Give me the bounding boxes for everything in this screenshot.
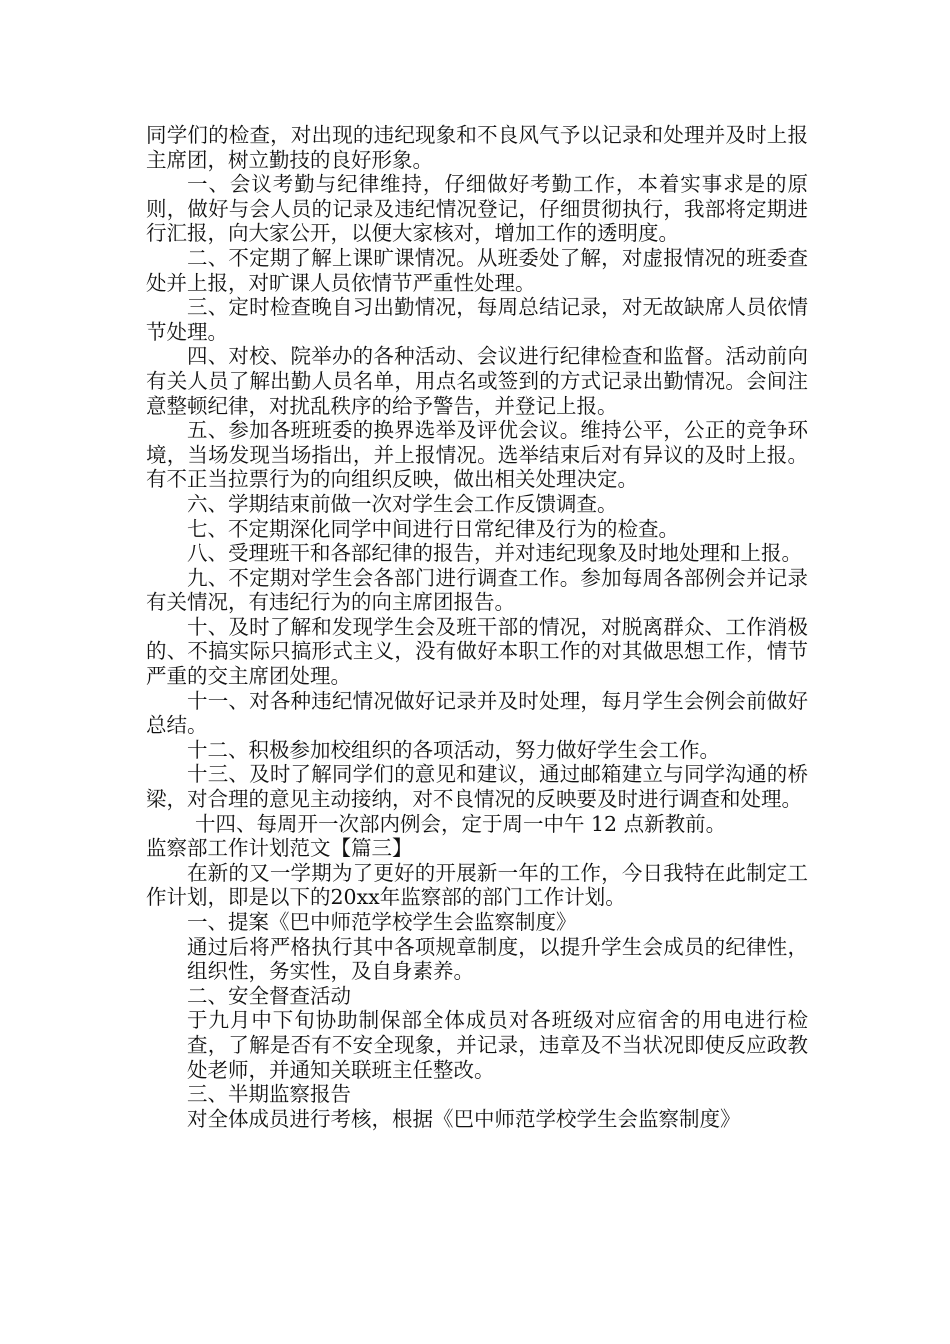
- plan-heading-1: 一、提案《巴中师范学校学生会监察制度》: [187, 910, 577, 934]
- section-heading: 监察部工作计划范文【篇三】: [146, 836, 413, 861]
- paragraph-item-10: 十、及时了解和发现学生会及班干部的情况，对脱离群众、工作消极的、不搞实际只搞形式主义，没有做好本职工作的对其做思想工作，情节严重的交主席团处理。: [146, 614, 808, 689]
- plan-text-1: 通过后将严格执行其中各项规章制度，以提升学生会成员的纪律性，组织性，务实性，及自身素养。: [187, 934, 808, 984]
- paragraph-item-8: 八、受理班干和各部纪律的报告，并对违纪现象及时地处理和上报。: [187, 541, 802, 566]
- paragraph-item-1: 一、会议考勤与纪律维持，仔细做好考勤工作，本着实事求是的原则，做好与会人员的记录及违纪情况登记，仔细贯彻执行，我部将定期进行汇报，向大家公开，以便大家核对，增加工作的透明度。: [146, 172, 808, 246]
- paragraph-item-2: 二、不定期了解上课旷课情况。从班委处了解，对虚报情况的班委查处并上报，对旷课人员依情节严重性处理。: [146, 245, 808, 295]
- paragraph-item-3: 三、定时检查晚自习出勤情况，每周总结记录，对无故缺席人员依情节处理。: [146, 295, 808, 344]
- paragraph-item-6: 六、学期结束前做一次对学生会工作反馈调查。: [187, 491, 618, 516]
- document-body: [146, 123, 808, 1131]
- paragraph-item-9: 九、不定期对学生会各部门进行调查工作。参加每周各部例会并记录有关情况，有违纪行为的向主席团报告。: [146, 565, 808, 615]
- paragraph-item-11: 十一、对各种违纪情况做好记录并及时处理，每月学生会例会前做好总结。: [146, 688, 808, 738]
- plan-heading-2: 二、安全督查活动: [187, 983, 351, 1008]
- paragraph-intro: 在新的又一学期为了更好的开展新一年的工作，今日我特在此制定工作计划，即是以下的20xx年监察部的部门工作计划。: [146, 860, 808, 910]
- paragraph-item-13: 十三、及时了解同学们的意见和建议，通过邮箱建立与同学沟通的桥梁，对合理的意见主动接纳，对不良情况的反映要及时进行调查和处理。: [146, 762, 808, 812]
- paragraph-item-7: 七、不定期深化同学中间进行日常纪律及行为的检查。: [187, 516, 679, 541]
- paragraph-item-12: 十二、积极参加校组织的各项活动，努力做好学生会工作。: [187, 737, 720, 762]
- paragraph-item-14: 十四、每周开一次部内例会，定于周一中午 12 点新教前。: [195, 811, 727, 836]
- paragraph-continuation: 同学们的检查，对出现的违纪现象和不良风气予以记录和处理并及时上报主席团，树立勤技的良好形象。: [146, 123, 808, 172]
- plan-text-3: 对全体成员进行考核，根据《巴中师范学校学生会监察制度》: [187, 1106, 741, 1131]
- plan-text-2: 于九月中下旬协助制保部全体成员对各班级对应宿舍的用电进行检查，了解是否有不安全现象，并记录，违章及不当状况即使反应政教处老师，并通知关联班主任整改。: [187, 1008, 808, 1082]
- paragraph-item-4: 四、对校、院举办的各种活动、会议进行纪律检查和监督。活动前向有关人员了解出勤人员名单，用点名或签到的方式记录出勤情况。会间注意整顿纪律，对扰乱秩序的给予警告，并登记上报。: [146, 344, 808, 418]
- paragraph-item-5: 五、参加各班班委的换界选举及评优会议。维持公平，公正的竞争环境，当场发现当场指出，并上报情况。选举结束后对有异议的及时上报。有不正当拉票行为的向组织反映，做出相关处理决定。: [146, 418, 808, 492]
- plan-heading-3: 三、半期监察报告: [187, 1082, 351, 1107]
